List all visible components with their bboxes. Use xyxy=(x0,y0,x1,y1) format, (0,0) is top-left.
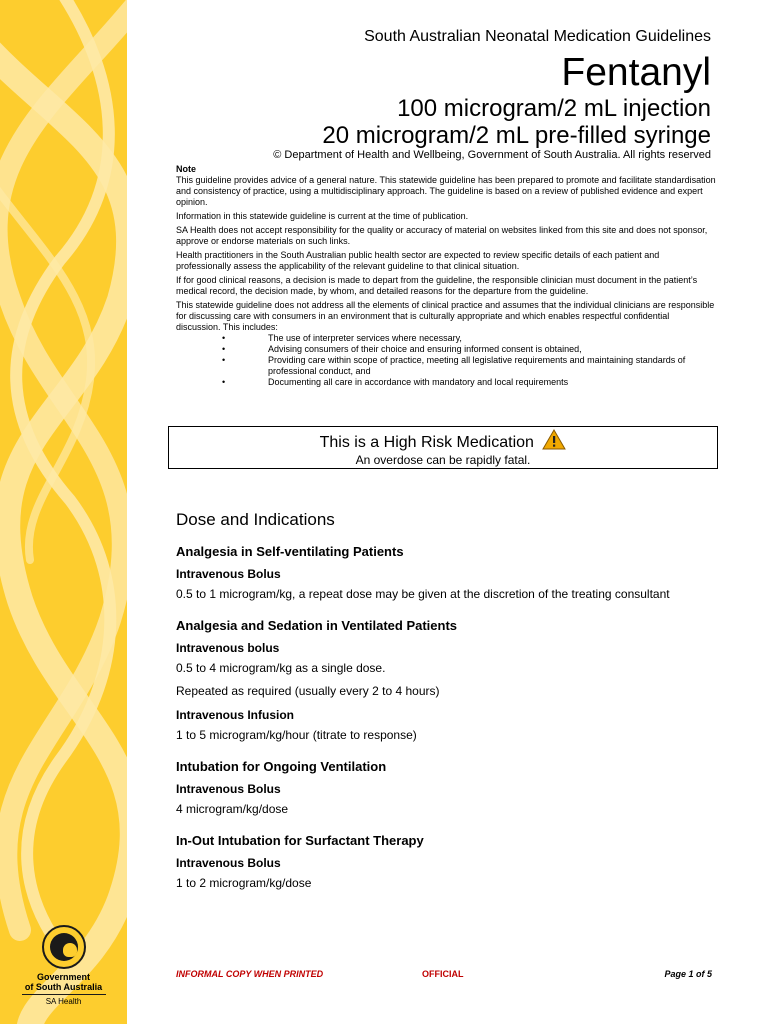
route-label: Intravenous Bolus xyxy=(176,567,281,581)
warning-icon xyxy=(542,429,566,450)
section-heading: Dose and Indications xyxy=(176,510,335,529)
government-logo xyxy=(0,915,127,1024)
high-risk-title: This is a High Risk Medication xyxy=(319,434,534,451)
footer-informal-copy: INFORMAL COPY WHEN PRINTED xyxy=(176,969,324,979)
dose-text: 1 to 2 microgram/kg/dose xyxy=(176,876,312,890)
list-item xyxy=(176,377,716,388)
bullet-marker: • xyxy=(222,377,226,387)
high-risk-subtitle: An overdose can be rapidly fatal. xyxy=(355,453,531,467)
indication-title: In-Out Intubation for Surfactant Therapy xyxy=(176,833,424,848)
route-label: Intravenous Infusion xyxy=(176,708,295,722)
drug-name: Fentanyl xyxy=(561,51,711,94)
logo-line-1: Government xyxy=(36,972,90,982)
note-bullet-list xyxy=(176,333,716,388)
note-paragraph: SA Health does not accept responsibility for the quality or accuracy of material on websites linked from this site and does not sponsor, approve or endorse materials on such links. xyxy=(176,225,708,246)
piping-shrike-crest xyxy=(42,925,86,969)
bullet-marker: • xyxy=(222,344,226,354)
list-item-text: The use of interpreter services where necessary, xyxy=(268,333,462,343)
indication-title: Analgesia in Self-ventilating Patients xyxy=(176,544,404,559)
indication-title: Analgesia and Sedation in Ventilated Patients xyxy=(176,618,458,633)
footer-classification: OFFICIAL xyxy=(422,969,464,979)
route-label: Intravenous Bolus xyxy=(176,782,281,796)
list-item xyxy=(176,333,716,344)
route-label: Intravenous bolus xyxy=(176,641,280,655)
note-paragraph: This guideline provides advice of a general nature. This statewide guideline has been prepared to promote and facilitate standardisation and consistency of practice, using a multidisciplinary approach. The guideline is based on a review of published evidence and expert opinion. xyxy=(176,175,716,207)
dose-text: 0.5 to 1 microgram/kg, a repeat dose may be given at the discretion of the treating consultant xyxy=(176,587,670,601)
bullet-marker: • xyxy=(222,333,226,343)
note-paragraph: This statewide guideline does not address all the elements of clinical practice and assumes that the individual clinicians are responsible for discussing care with consumers in an environment that is culturally appropriate and which enables respectful confidential discussion. This includes: xyxy=(176,300,715,332)
copyright-notice: © Department of Health and Wellbeing, Government of South Australia. All rights reserved xyxy=(273,149,711,161)
logo-divider xyxy=(22,994,106,995)
dose-text: 1 to 5 microgram/kg/hour (titrate to response) xyxy=(176,728,417,742)
disclaimer-note xyxy=(176,164,716,388)
list-item xyxy=(176,344,716,355)
note-paragraph: Health practitioners in the South Australian public health sector are expected to review specific details of each patient and professionally assess the applicability of the relevant guideline to that clinical situation. xyxy=(176,250,660,271)
indication-title: Intubation for Ongoing Ventilation xyxy=(176,759,387,774)
footer-page-number: Page 1 of 5 xyxy=(664,969,712,979)
logo-line-2: of South Australia xyxy=(24,982,103,992)
dose-indications-section xyxy=(176,509,716,899)
dose-text: 0.5 to 4 microgram/kg as a single dose. xyxy=(176,661,386,675)
note-paragraph: Information in this statewide guideline is current at the time of publication. xyxy=(176,211,469,221)
decorative-sidebar xyxy=(0,0,127,1024)
list-item xyxy=(176,355,716,377)
list-item-text: Documenting all care in accordance with mandatory and local requirements xyxy=(268,377,569,387)
route-label: Intravenous Bolus xyxy=(176,856,281,870)
formulation-2: 20 microgram/2 mL pre-filled syringe xyxy=(322,122,711,149)
ribbon-pattern xyxy=(0,0,127,1024)
guideline-series-title: South Australian Neonatal Medication Guidelines xyxy=(364,28,711,45)
logo-health: SA Health xyxy=(45,997,82,1006)
note-paragraph: If for good clinical reasons, a decision is made to depart from the guideline, the responsible clinician must document in the patient’s medical record, the decision made, by whom, and detailed reasons for the departure from the guideline. xyxy=(176,275,698,296)
dose-text: Repeated as required (usually every 2 to 4 hours) xyxy=(176,684,440,698)
list-item-text: Providing care within scope of practice, meeting all legislative requirements and maintaining standards of professional conduct, and xyxy=(268,355,686,376)
formulation-1: 100 microgram/2 mL injection xyxy=(397,95,711,122)
bullet-marker: • xyxy=(222,355,226,365)
note-title: Note xyxy=(176,164,196,174)
dose-text: 4 microgram/kg/dose xyxy=(176,802,289,816)
high-risk-warning-box xyxy=(168,426,718,469)
list-item-text: Advising consumers of their choice and ensuring informed consent is obtained, xyxy=(268,344,582,354)
